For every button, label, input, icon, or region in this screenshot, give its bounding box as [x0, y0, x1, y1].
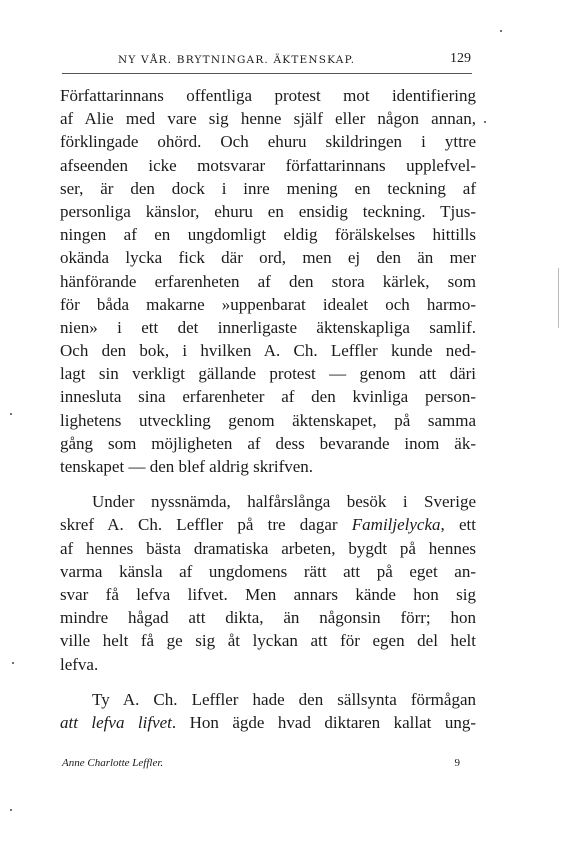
text-line: innesluta sina erfarenheter af den kvinliga person- — [60, 387, 476, 407]
paragraph-3 — [60, 688, 476, 734]
running-title: NY VÅR. BRYTNINGAR. ÄKTENSKAP. — [118, 54, 356, 66]
text-line: af Alie med vare sig henne själf eller någon annan, — [60, 109, 476, 129]
print-speck — [10, 809, 12, 811]
print-speck — [500, 30, 502, 32]
text-line: nien» i ett det innerligaste äktenskapliga samlif. — [60, 317, 476, 337]
paragraph-2 — [60, 490, 476, 676]
text-line: ningen af en ungdomligt eldig förälskelses hittills — [60, 225, 476, 245]
text-line: tenskapet — den blef aldrig skrifven. — [60, 457, 314, 476]
print-speck — [10, 413, 12, 415]
text-line: Under nyssnämda, halfårslånga besök i Sverige — [92, 492, 476, 512]
text-line: förklingade ohörd. Och ehuru skildringen i yttre — [60, 132, 476, 152]
text-line: mindre hågad att dikta, än någonsin förr; hon — [60, 608, 476, 628]
paragraph-1 — [60, 84, 476, 478]
text-line: lefva. — [60, 654, 99, 674]
text-line: ser, är den dock i inre mening en teckning af — [60, 178, 476, 198]
text-line: gång som möjligheten af dess bevarande inom äk- — [60, 433, 476, 453]
text-line: afseenden icke motsvarar författarinnans upplefvel- — [60, 155, 476, 175]
print-speck — [484, 121, 486, 123]
text-line: för båda makarne »uppenbarat idealet och harmo- — [60, 294, 476, 314]
text-line: Och den bok, i hvilken A. Ch. Leffler kunde ned- — [60, 341, 476, 361]
body-text — [60, 84, 476, 734]
header-rule — [62, 73, 472, 74]
text-line: ville helt få ge sig åt lyckan att för egen del helt — [60, 631, 476, 651]
running-head — [60, 50, 475, 72]
print-speck — [12, 662, 14, 664]
page-number: 129 — [450, 51, 471, 66]
text-line: Ty A. Ch. Leffler hade den sällsynta förmågan — [92, 689, 476, 709]
footer-signature: Anne Charlotte Leffler. — [62, 757, 164, 769]
text-line: hänförande erfarenheten af den stora kärlek, som — [60, 271, 476, 291]
text-line: varma känsla af ungdomens rätt att på eget an- — [60, 561, 476, 581]
text-line: lagt sin verkligt gällande protest — genom att däri — [60, 364, 476, 384]
text-line: af hennes bästa dramatiska arbeten, bygdt på hennes — [60, 538, 476, 558]
print-speck — [558, 268, 559, 328]
text-line: skref A. Ch. Leffler på tre dagar Familjelycka, ett — [60, 515, 476, 535]
text-line: svar få lefva lifvet. Men annars kände hon sig — [60, 584, 476, 604]
text-line: personliga känslor, ehuru en ensidig teckning. Tjus- — [60, 201, 476, 221]
text-line: okända lycka fick där ord, men ej den än mer — [60, 248, 476, 268]
text-line: lighetens utveckling genom äktenskapet, på samma — [60, 410, 476, 430]
footer-sheet-number: 9 — [454, 757, 460, 769]
text-line: Författarinnans offentliga protest mot identifiering — [60, 86, 476, 105]
text-line: att lefva lifvet. Hon ägde hvad diktaren kallat ung- — [60, 712, 476, 732]
